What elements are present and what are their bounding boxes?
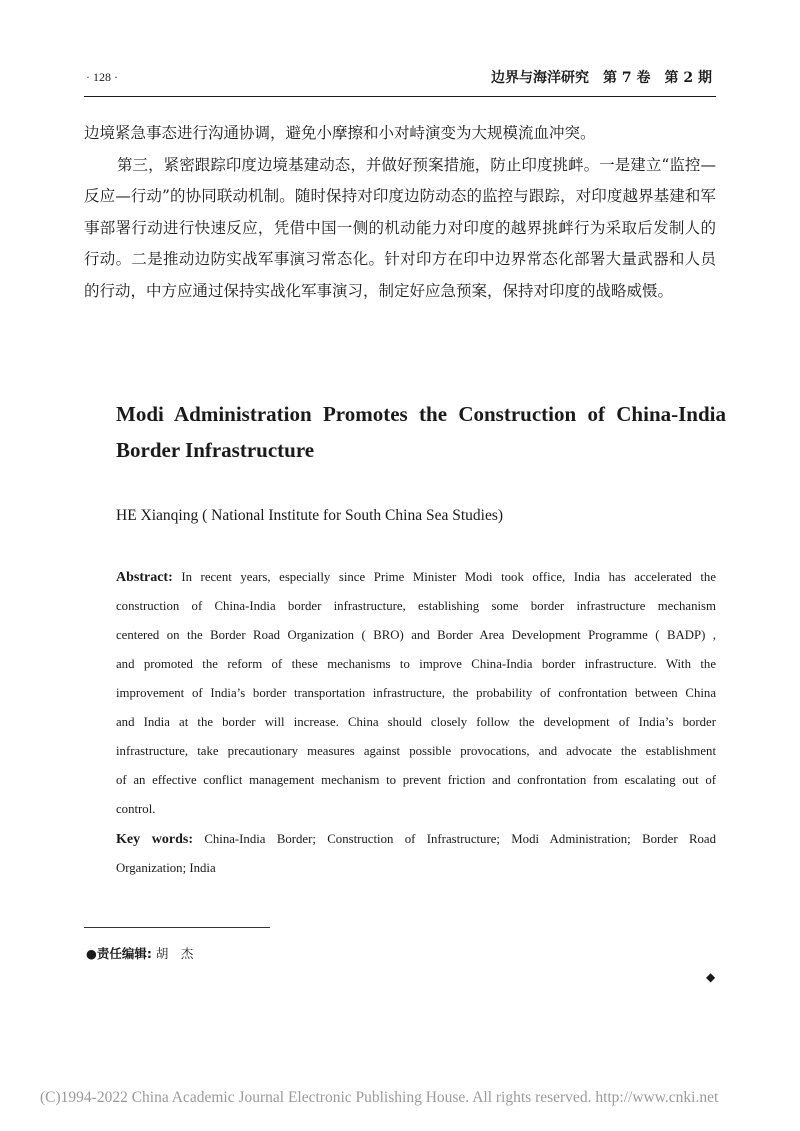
abstract-line: and promoted the reform of these mechanisms to improve China-India border infrastructure. With the bbox=[116, 657, 716, 671]
abstract-line: centered on the Border Road Organization ( BRO) and Border Area Development Programme ( BADP) , bbox=[116, 628, 716, 642]
abstract-line: In recent years, especially since Prime Minister Modi took office, India has accelerated the bbox=[172, 570, 716, 584]
abstract-line: improvement of India’s border transportation infrastructure, the probability of confrontation between China bbox=[116, 686, 716, 700]
abstract bbox=[116, 563, 716, 824]
english-title-line-2: Border Infrastructure bbox=[116, 438, 315, 462]
abstract-line: control. bbox=[116, 802, 156, 816]
abstract-line: and India at the border will increase. China should closely follow the development of India’s border bbox=[116, 715, 716, 729]
english-title-line-1: Modi Administration Promotes the Construction of China-India bbox=[116, 402, 726, 426]
author-affiliation: HE Xianqing ( National Institute for South China Sea Studies) bbox=[116, 507, 504, 524]
english-title bbox=[116, 396, 726, 468]
abstract-label: Abstract: bbox=[116, 570, 173, 585]
page-number: · 128 · bbox=[86, 70, 118, 84]
abstract-line: construction of China-India border infrastructure, establishing some border infrastructure mechanism bbox=[116, 599, 716, 613]
end-diamond-icon: ◆ bbox=[706, 970, 716, 984]
abstract-line: of an effective conflict management mechanism to prevent friction and confrontation from escalating out of bbox=[116, 773, 716, 787]
editor-label: ●责任编辑: bbox=[86, 946, 152, 961]
chinese-body bbox=[84, 118, 716, 307]
journal-header: 边界与海洋研究 第 7 卷 第 2 期 bbox=[491, 70, 712, 86]
editor-name: 胡 杰 bbox=[151, 946, 194, 961]
responsible-editor bbox=[86, 944, 193, 962]
keywords-line: China-India Border; Construction of Infrastructure; Modi Administration; Border Road bbox=[192, 832, 716, 846]
copyright-watermark: (C)1994-2022 China Academic Journal Electronic Publishing House. All rights reserved. http://www.cnki.net bbox=[40, 1089, 719, 1106]
chinese-paragraph-2: 第三，紧密跟踪印度边境基建动态，并做好预案措施，防止印度挑衅。一是建立“监控—反应—行动”的协同联动机制。随时保持对印度边防动态的监控与跟踪，对印度越界基建和军事部署行动进行快速反应，凭借中国一侧的机动能力对印度的越界挑衅行为采取后发制人的行动。二是推动边防实战军事演习常态化。针对印方在印中边界常态化部署大量武器和人员的行动，中方应通过保持实战化军事演习，制定好应急预案，保持对印度的战略威慑。 bbox=[84, 155, 716, 300]
keywords-line: Organization; India bbox=[116, 861, 216, 875]
footnote-divider bbox=[84, 927, 270, 928]
abstract-line: infrastructure, take precautionary measures against possible provocations, and advocate the establishment bbox=[116, 744, 716, 758]
keywords bbox=[116, 825, 716, 883]
keywords-label: Key words: bbox=[116, 832, 193, 847]
header-divider bbox=[84, 96, 716, 97]
chinese-paragraph-1: 边境紧急事态进行沟通协调，避免小摩擦和小对峙演变为大规模流血冲突。 bbox=[84, 124, 596, 142]
